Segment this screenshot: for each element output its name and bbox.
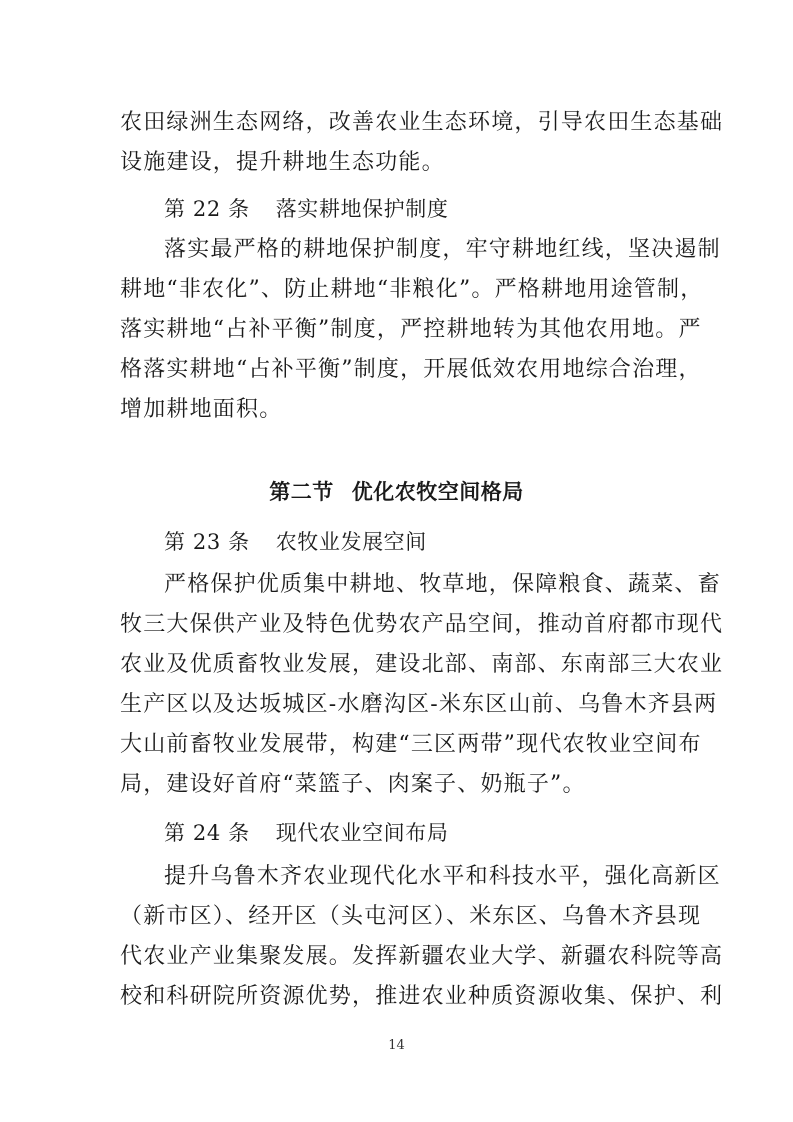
text-line: 落实最严格的耕地保护制度，牢守耕地红线，坚决遏制 (164, 237, 721, 262)
text-line: 代农业产业集聚发展。发挥新疆农业大学、新疆农科院等高 (120, 944, 724, 969)
text-line: 耕地“非农化”、防止耕地“非粮化”。严格耕地用途管制， (120, 277, 704, 302)
text-line: 严格保护优质集中耕地、牧草地，保障粮食、蔬菜、畜 (164, 572, 721, 597)
paragraph-farmland-protection (120, 230, 721, 430)
text-line: 局，建设好首府“菜篮子、肉案子、奶瓶子”。 (120, 772, 586, 797)
text-line: 牧三大保供产业及特色优势农产品空间，推动首府都市现代 (120, 612, 724, 637)
text-line: 农业及优质畜牧业发展，建设北部、南部、东南部三大农业 (120, 652, 724, 677)
text-line: 校和科研院所资源优势，推进农业种质资源收集、保护、利 (120, 984, 724, 1009)
article-number: 第 22 条 (164, 197, 250, 221)
article-title: 落实耕地保护制度 (275, 197, 449, 221)
text-line: 提升乌鲁木齐农业现代化水平和科技水平，强化高新区 (164, 864, 721, 889)
section-number: 第二节 (269, 480, 334, 504)
text-line: 设施建设，提升耕地生态功能。 (120, 150, 445, 175)
text-line: （新市区）、经开区（头屯河区）、米东区、乌鲁木齐县现 (120, 904, 702, 929)
text-line: 格落实耕地“占补平衡”制度，开展低效农用地综合治理， (120, 357, 702, 382)
article-title: 现代农业空间布局 (275, 821, 449, 845)
page-number: 14 (388, 1038, 405, 1053)
paragraph-modern-agriculture (120, 857, 724, 1017)
text-line: 生产区以及达坂城区-水磨沟区-米东区山前、乌鲁木齐县两 (120, 692, 718, 717)
article-23-heading (120, 522, 680, 562)
section-title (0, 472, 793, 512)
paragraph-agri-space (120, 565, 724, 805)
article-24-heading (120, 813, 680, 853)
article-number: 第 23 条 (164, 530, 250, 554)
paragraph-continuation (120, 103, 724, 183)
article-22-heading (120, 189, 680, 229)
text-line: 农田绿洲生态网络，改善农业生态环境，引导农田生态基础 (120, 110, 724, 135)
section-heading: 优化农牧空间格局 (351, 480, 524, 504)
article-number: 第 24 条 (164, 821, 250, 845)
text-line: 增加耕地面积。 (120, 397, 283, 422)
text-line: 大山前畜牧业发展带，构建“三区两带”现代农牧业空间布 (120, 732, 702, 757)
article-title: 农牧业发展空间 (275, 530, 427, 554)
text-line: 落实耕地“占补平衡”制度，严控耕地转为其他农用地。严 (120, 317, 702, 342)
